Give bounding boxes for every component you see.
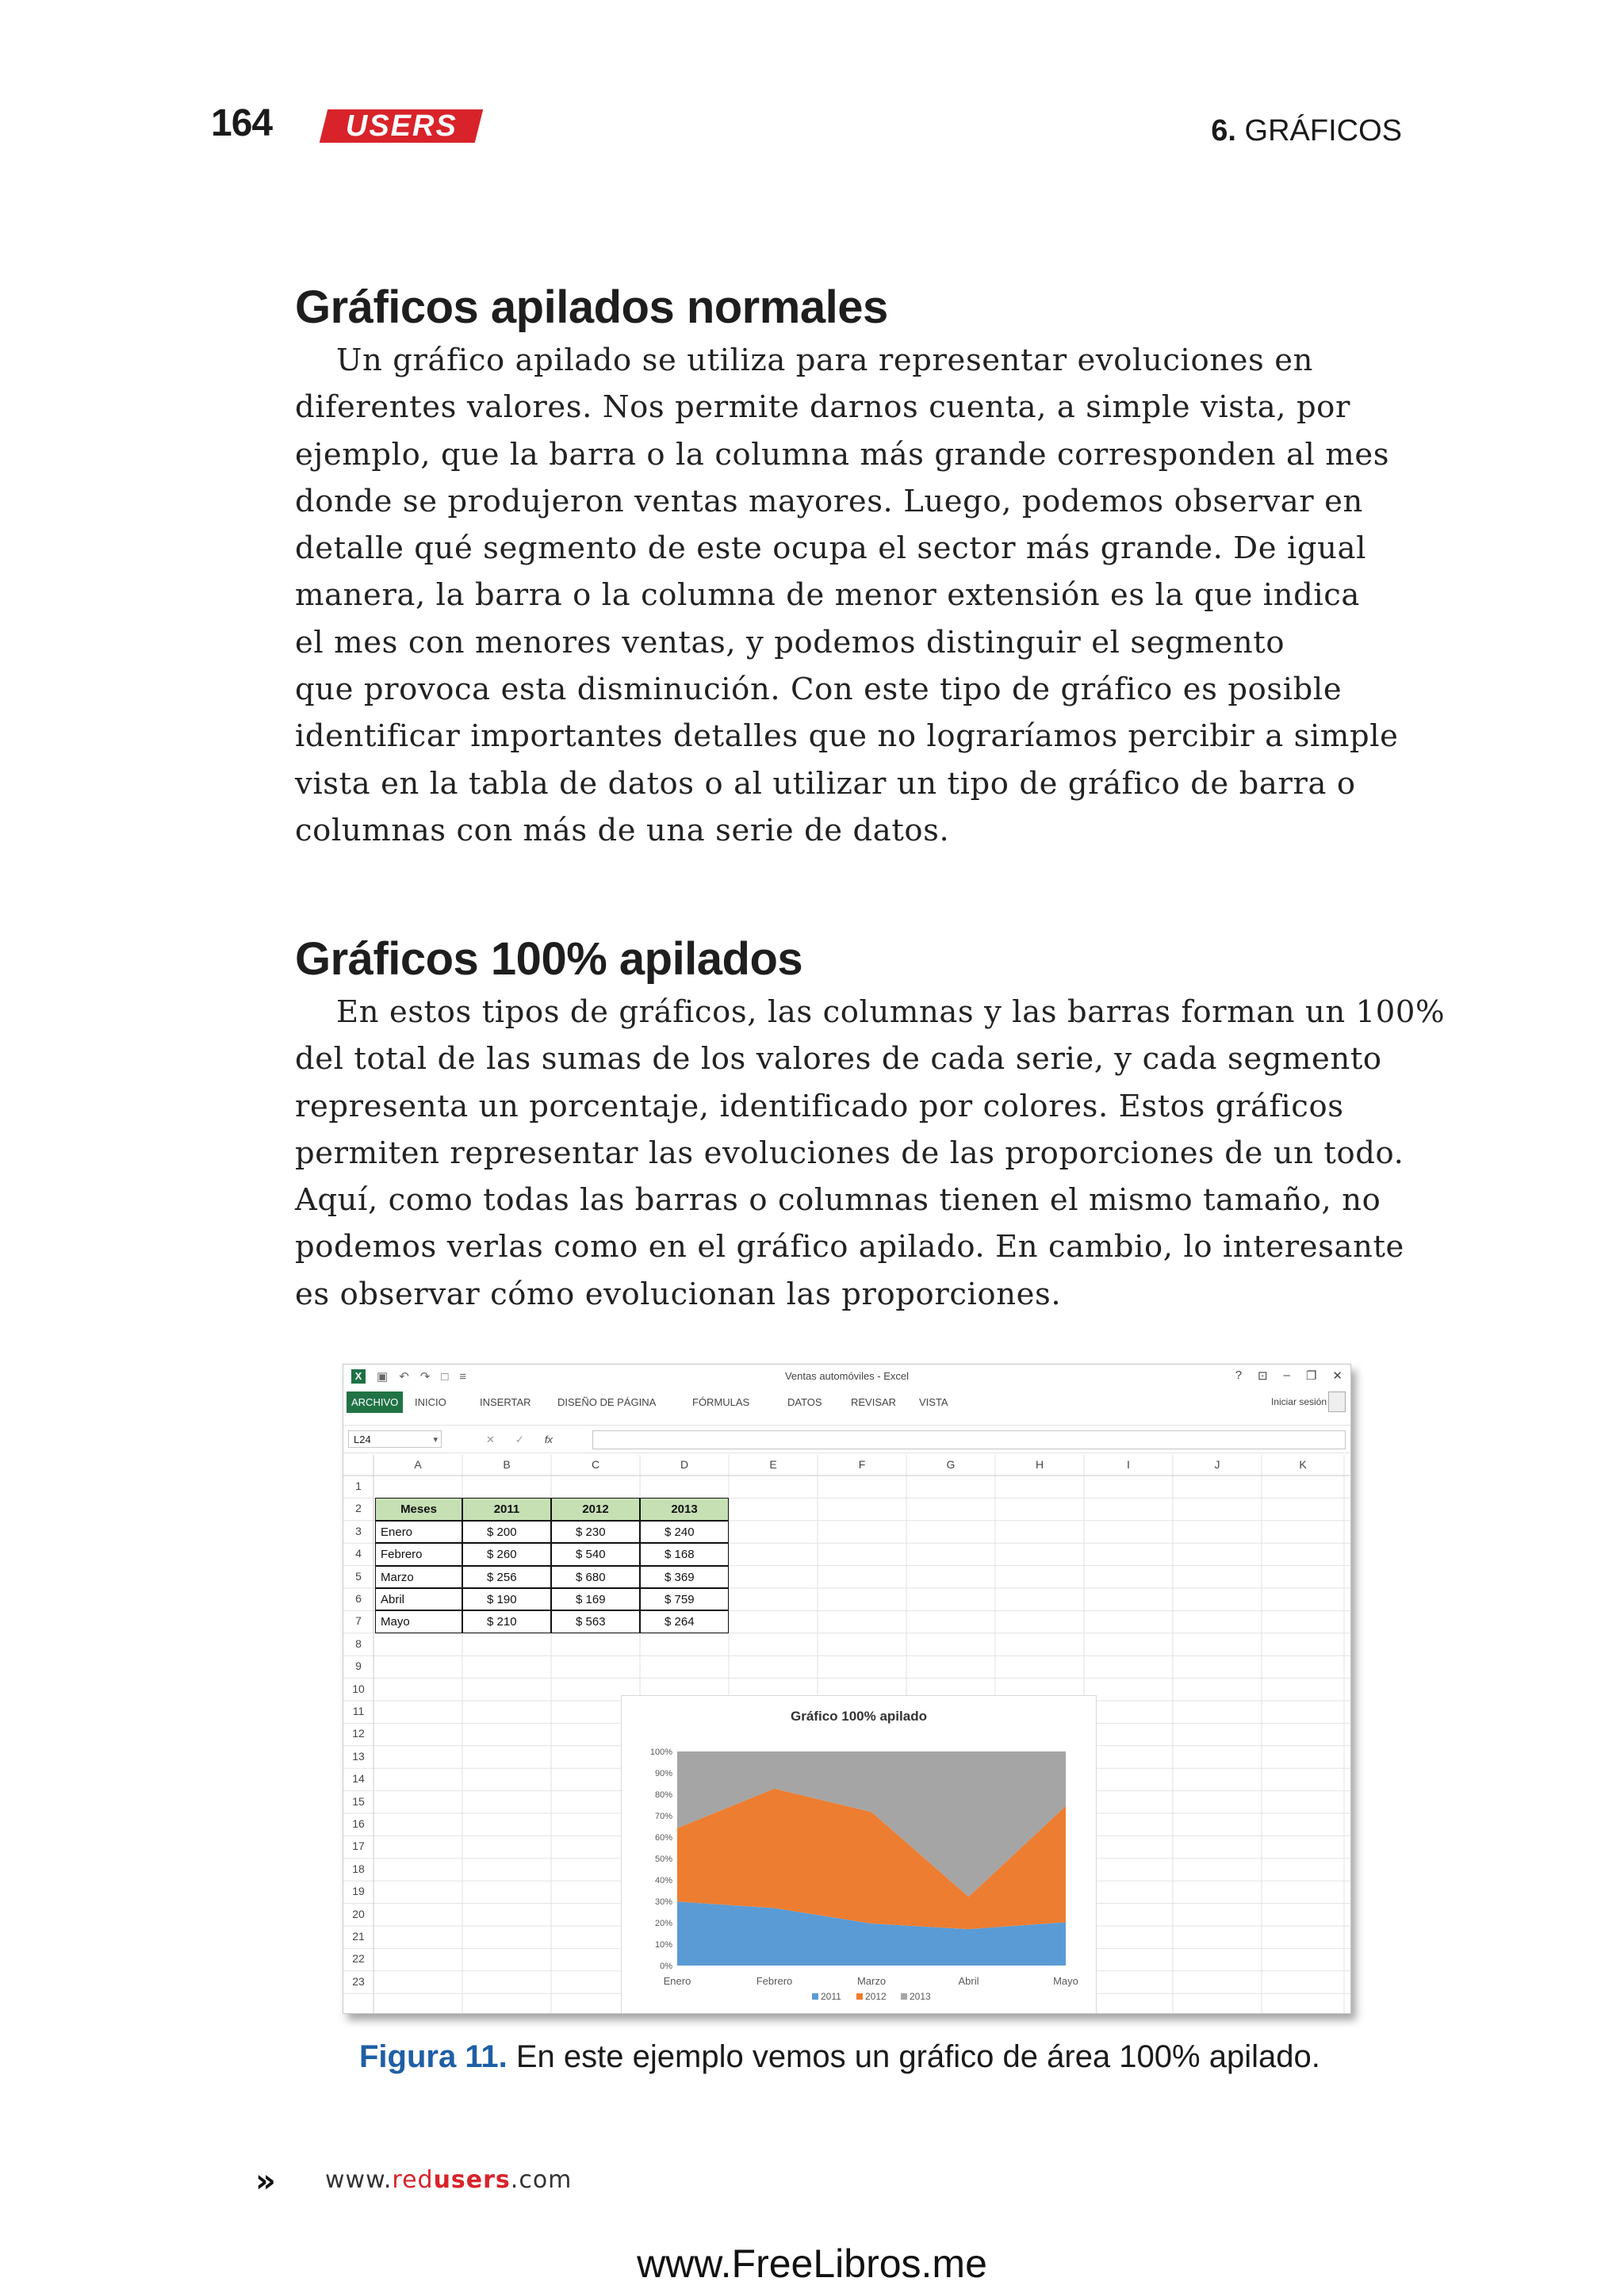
avatar[interactable] [1328, 1391, 1346, 1412]
row-header-9[interactable]: 9 [355, 1659, 362, 1673]
row-header-15[interactable]: 15 [352, 1794, 365, 1808]
month-cell[interactable]: Abril [375, 1588, 462, 1610]
legend-swatch-2013 [901, 1993, 907, 2000]
y-tick-label: 80% [654, 1790, 672, 1800]
insert-function-icon[interactable]: fx [544, 1434, 553, 1445]
name-box[interactable]: L24 ▾ [348, 1430, 442, 1448]
value-cell[interactable]: $ 190 [462, 1588, 551, 1610]
customize-toolbar-icon[interactable]: ≡ [459, 1369, 467, 1384]
value-cell[interactable]: $ 256 [462, 1566, 551, 1588]
table-header[interactable]: Meses [375, 1498, 462, 1520]
double-chevron-icon: » [255, 2163, 270, 2199]
paragraph-line: Un gráfico apilado se utiliza para representar evoluciones en [336, 343, 1313, 378]
value-cell[interactable]: $ 540 [551, 1543, 640, 1565]
row-header-1[interactable]: 1 [355, 1480, 362, 1492]
figure-text: En este ejemplo vemos un gráfico de área 100% apilado. [507, 2039, 1320, 2074]
formula-bar [343, 1425, 1350, 1453]
paragraph-line: el mes con menores ventas, y podemos distinguir el segmento [295, 624, 1285, 660]
legend-swatch-2012 [856, 1993, 863, 2000]
paragraph-line: detalle qué segmento de este ocupa el sector más grande. De igual [295, 530, 1367, 567]
row-header-14[interactable]: 14 [352, 1772, 365, 1786]
paragraph-line: que provoca esta disminución. Con este tipo de gráfico es posible [295, 672, 1342, 708]
value-cell[interactable]: $ 260 [462, 1543, 551, 1565]
paragraph-line: del total de las sumas de los valores de cada serie, y cada segmento [295, 1041, 1382, 1078]
x-tick-label: Abril [958, 1975, 979, 1987]
paragraph-line: identificar importantes detalles que no lograríamos percibir a simple [295, 718, 1399, 755]
y-tick-label: 100% [649, 1748, 672, 1757]
tab-archivo[interactable]: ARCHIVO [347, 1391, 403, 1413]
url-users: users [433, 2166, 511, 2194]
y-tick-label: 50% [654, 1855, 672, 1864]
row-header-16[interactable]: 16 [352, 1817, 365, 1830]
column-header-J[interactable]: J [1214, 1458, 1220, 1471]
page-number: 164 [211, 102, 273, 144]
row-header-5[interactable]: 5 [355, 1569, 362, 1583]
new-document-icon[interactable]: □ [441, 1369, 449, 1384]
close-icon[interactable]: ✕ [1332, 1369, 1342, 1383]
url-red: red [392, 2166, 434, 2194]
tab-fórmulas[interactable]: FÓRMULAS [692, 1396, 750, 1408]
paragraph-line: representa un porcentaje, identificado por colores. Estos gráficos [295, 1088, 1344, 1124]
ribbon-tabs [343, 1390, 1350, 1417]
chapter-heading [1211, 114, 1402, 148]
undo-icon[interactable]: ↶ [399, 1370, 409, 1384]
column-header-D[interactable]: D [680, 1458, 689, 1471]
legend-label: 2013 [910, 1991, 931, 2002]
row-header-17[interactable]: 17 [352, 1839, 365, 1853]
row-header-8[interactable]: 8 [355, 1636, 362, 1650]
paragraph-line: podemos verlas como en el gráfico apilado. En cambio, lo interesante [295, 1229, 1404, 1265]
y-tick-label: 20% [654, 1919, 672, 1928]
row-header-12[interactable]: 12 [352, 1727, 365, 1740]
chart-area[interactable] [621, 1695, 1097, 2014]
formula-buttons [486, 1434, 553, 1446]
row-header-2[interactable]: 2 [355, 1502, 362, 1515]
tab-vista[interactable]: VISTA [919, 1396, 948, 1408]
month-cell[interactable]: Enero [375, 1521, 462, 1543]
row-header-22[interactable]: 22 [352, 1952, 365, 1966]
value-cell[interactable]: $ 759 [640, 1588, 729, 1610]
row-header-11[interactable]: 11 [352, 1705, 365, 1717]
x-tick-label: Enero [663, 1975, 691, 1987]
paragraph-line: donde se produjeron ventas mayores. Luego, podemos observar en [295, 483, 1363, 519]
paragraph-100-apilados [295, 989, 1446, 1318]
tab-datos[interactable]: DATOS [787, 1396, 822, 1408]
paragraph-line: permiten representar las evoluciones de las proporciones de un todo. [295, 1135, 1404, 1171]
table-header[interactable]: 2011 [462, 1498, 551, 1520]
month-cell[interactable]: Mayo [375, 1610, 462, 1633]
url-prefix: www. [325, 2166, 393, 2194]
column-header-F[interactable]: F [858, 1458, 866, 1471]
table-header[interactable]: 2012 [551, 1498, 640, 1520]
excel-screenshot [343, 1364, 1351, 2014]
value-cell[interactable]: $ 169 [551, 1588, 640, 1610]
watermark: www.FreeLibros.me [637, 2241, 987, 2286]
tab-diseño-de-página[interactable]: DISEÑO DE PÁGINA [557, 1396, 657, 1408]
window-title: Ventas automóviles - Excel [784, 1370, 910, 1382]
legend-label: 2012 [865, 1991, 887, 2002]
row-header-7[interactable]: 7 [355, 1614, 362, 1628]
y-tick-label: 90% [654, 1769, 672, 1778]
paragraph-line: vista en la tabla de datos o al utilizar un tipo de gráfico de barra o [295, 765, 1356, 802]
value-cell[interactable]: $ 680 [551, 1566, 640, 1588]
value-cell[interactable]: $ 210 [462, 1610, 551, 1633]
help-icon[interactable]: ? [1235, 1369, 1243, 1382]
section-heading-100-apilados: Gráficos 100% apilados [295, 933, 803, 985]
column-header-H[interactable]: H [1035, 1458, 1044, 1471]
chart-title: Gráfico 100% apilado [791, 1709, 927, 1724]
redo-icon[interactable]: ↷ [419, 1370, 431, 1384]
column-header-B[interactable]: B [503, 1458, 511, 1471]
value-cell[interactable]: $ 240 [640, 1521, 729, 1543]
month-cell[interactable]: Marzo [375, 1566, 462, 1588]
save-icon[interactable]: ▣ [377, 1370, 389, 1384]
column-header-G[interactable]: G [946, 1458, 956, 1471]
figure-caption [359, 2039, 1320, 2075]
y-tick-label: 60% [654, 1833, 672, 1843]
column-header-E[interactable]: E [769, 1458, 777, 1471]
row-header-19[interactable]: 19 [352, 1885, 365, 1898]
tab-revisar[interactable]: REVISAR [851, 1396, 897, 1408]
ribbon-display-icon[interactable]: ⊡ [1258, 1369, 1268, 1383]
section-heading-apilados-normales: Gráficos apilados normales [295, 281, 888, 333]
value-cell[interactable]: $ 168 [640, 1543, 729, 1565]
chart-plot [622, 1696, 1096, 2013]
column-header-C[interactable]: C [591, 1458, 600, 1471]
row-header-3[interactable]: 3 [355, 1524, 362, 1537]
value-cell[interactable]: $ 369 [640, 1566, 729, 1588]
legend-label: 2011 [821, 1991, 841, 2002]
row-header-6[interactable]: 6 [355, 1592, 362, 1605]
y-tick-label: 10% [654, 1940, 672, 1950]
y-tick-label: 30% [654, 1897, 672, 1907]
x-tick-label: Mayo [1053, 1975, 1078, 1987]
figure-label: Figura 11. [359, 2039, 508, 2074]
chapter-title: GRÁFICOS [1244, 114, 1402, 147]
x-tick-label: Febrero [756, 1975, 793, 1987]
column-header-K[interactable]: K [1299, 1458, 1307, 1471]
paragraph-line: diferentes valores. Nos permite darnos cuenta, a simple vista, por [295, 389, 1350, 426]
tab-insertar[interactable]: INSERTAR [480, 1396, 531, 1408]
paragraph-line: es observar cómo evolucionan las proporciones. [295, 1276, 1062, 1312]
paragraph-line: columnas con más de una serie de datos. [295, 812, 950, 848]
confirm-icon[interactable]: ✓ [515, 1434, 524, 1445]
paragraph-line: En estos tipos de gráficos, las columnas y las barras forman un 100% [336, 994, 1446, 1030]
row-header-18[interactable]: 18 [352, 1862, 365, 1875]
excel-titlebar [343, 1365, 1350, 1388]
sign-in-link[interactable]: Iniciar sesión [1270, 1396, 1327, 1407]
url-suffix: .com [510, 2166, 573, 2194]
users-logo [320, 109, 483, 143]
value-cell[interactable]: $ 200 [462, 1521, 551, 1543]
row-header-20[interactable]: 20 [352, 1907, 365, 1920]
footer-url[interactable] [325, 2166, 572, 2194]
row-header-23[interactable]: 23 [352, 1974, 365, 1988]
y-tick-label: 70% [654, 1812, 672, 1821]
excel-app-icon: X [351, 1369, 366, 1384]
paragraph-line: ejemplo, que la barra o la columna más grande corresponden al mes [295, 436, 1390, 473]
value-cell[interactable]: $ 264 [640, 1610, 729, 1633]
window-controls [1235, 1369, 1342, 1383]
logo-text: USERS [345, 109, 458, 143]
minimize-icon[interactable]: – [1283, 1369, 1290, 1382]
table-header[interactable]: 2013 [640, 1498, 729, 1520]
row-header-13[interactable]: 13 [352, 1749, 365, 1763]
column-header-I[interactable]: I [1127, 1458, 1130, 1471]
value-cell[interactable]: $ 230 [551, 1521, 640, 1543]
row-header-4[interactable]: 4 [355, 1547, 362, 1560]
paragraph-apilados-normales [295, 337, 1405, 854]
value-cell[interactable]: $ 563 [551, 1610, 640, 1633]
legend-swatch-2011 [812, 1993, 818, 2000]
x-tick-label: Marzo [856, 1975, 887, 1987]
y-tick-label: 0% [660, 1962, 672, 1971]
y-tick-label: 40% [654, 1876, 672, 1885]
formula-input[interactable] [592, 1430, 1346, 1449]
tab-inicio[interactable]: INICIO [415, 1396, 446, 1408]
column-header-A[interactable]: A [414, 1458, 422, 1471]
month-cell[interactable]: Febrero [375, 1543, 462, 1565]
paragraph-line: Aquí, como todas las barras o columnas tienen el mismo tamaño, no [295, 1182, 1381, 1219]
paragraph-line: manera, la barra o la columna de menor extensión es la que indica [295, 577, 1360, 614]
chapter-number: 6. [1211, 114, 1236, 147]
cancel-icon[interactable]: ✕ [486, 1434, 495, 1445]
row-header-21[interactable]: 21 [352, 1930, 365, 1943]
restore-icon[interactable]: ❐ [1305, 1369, 1317, 1383]
row-header-10[interactable]: 10 [352, 1682, 365, 1695]
